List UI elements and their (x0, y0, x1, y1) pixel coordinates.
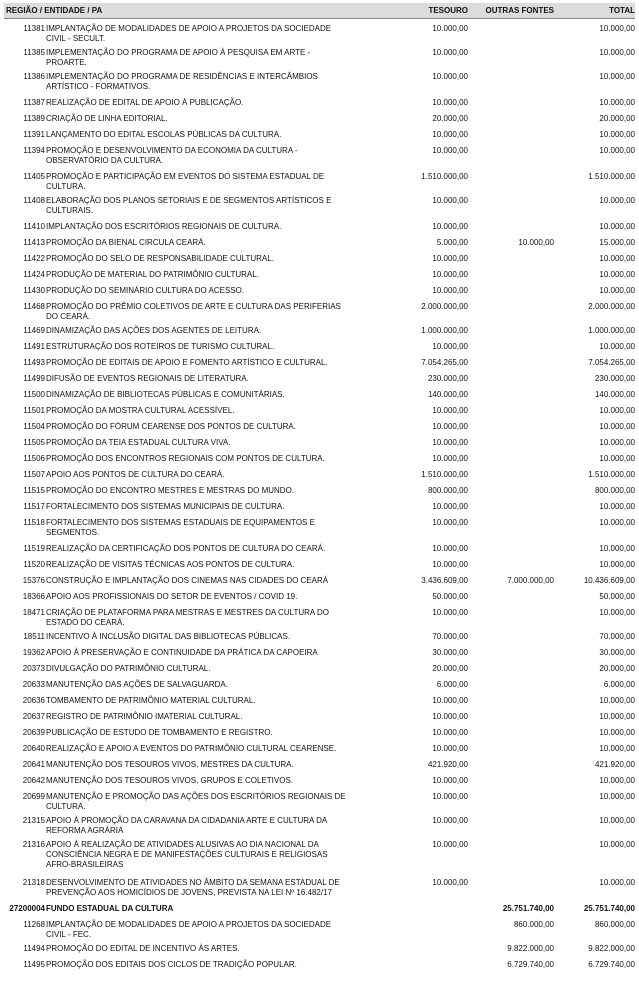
row-total: 10.000,00 (599, 422, 635, 431)
row-tesouro: 10.000,00 (432, 270, 468, 279)
header-regiao: REGIÃO / ENTIDADE / PA (6, 6, 103, 15)
row-tesouro: 10.000,00 (432, 222, 468, 231)
row-code: 11504 (23, 422, 45, 431)
row-description: ELABORAÇÃO DOS PLANOS SETORIAIS E DE SEGMENTOS ARTÍSTICOS E CULTURAIS. (46, 196, 332, 215)
row-description: REALIZAÇÃO E APOIO A EVENTOS DO PATRIMÔNIO CULTURAL CEARENSE. (46, 744, 337, 753)
row-outras-fontes: 7.000.000,00 (507, 576, 554, 585)
row-total: 30.000,00 (599, 648, 635, 657)
row-code: 20636 (22, 696, 45, 705)
row-outras-fontes: 6.729.740,00 (507, 960, 554, 969)
row-tesouro: 70.000,00 (432, 632, 468, 641)
row-tesouro: 3.436.609,00 (421, 576, 468, 585)
row-code: 20640 (22, 744, 45, 753)
row-code: 11469 (23, 326, 45, 335)
row-tesouro: 10.000,00 (432, 840, 468, 849)
row-description: LANÇAMENTO DO EDITAL ESCOLAS PÚBLICAS DA CULTURA. (46, 130, 282, 139)
row-tesouro: 10.000,00 (432, 24, 468, 33)
row-total: 10.000,00 (599, 72, 635, 81)
row-tesouro: 10.000,00 (432, 438, 468, 447)
row-total: 10.000,00 (599, 776, 635, 785)
row-description: IMPLEMENTAÇÃO DO PROGRAMA DE RESIDÊNCIAS E INTERCÂMBIOS ARTÍSTICO - FORMATIVOS. (46, 72, 318, 91)
row-code: 11386 (23, 72, 45, 81)
row-tesouro: 10.000,00 (432, 286, 468, 295)
row-tesouro: 10.000,00 (432, 608, 468, 617)
header-total: TOTAL (609, 6, 635, 15)
row-total: 9.822.000,00 (588, 944, 635, 953)
row-code: 11506 (23, 454, 45, 463)
row-code: 11505 (23, 438, 45, 447)
row-total: 10.000,00 (599, 270, 635, 279)
row-description: MANUTENÇÃO DOS TESOUROS VIVOS, MESTRES DA CULTURA. (46, 760, 294, 769)
row-tesouro: 10.000,00 (432, 878, 468, 887)
row-code: 11422 (23, 254, 45, 263)
row-tesouro: 10.000,00 (432, 816, 468, 825)
row-code: 11491 (23, 342, 45, 351)
row-total: 10.000,00 (599, 744, 635, 753)
row-total: 800.000,00 (594, 486, 635, 495)
row-description: DIVULGAÇÃO DO PATRIMÔNIO CULTURAL. (46, 664, 211, 673)
row-code: 20639 (22, 728, 45, 737)
row-code: 21316 (22, 840, 45, 849)
row-description: PROMOÇÃO DO FÓRUM CEARENSE DOS PONTOS DE CULTURA. (46, 422, 296, 431)
row-tesouro: 20.000,00 (432, 114, 468, 123)
row-total: 2.000.000,00 (588, 302, 635, 311)
row-total: 10.000,00 (599, 98, 635, 107)
row-outras-fontes: 860.000,00 (513, 920, 554, 929)
row-total: 10.000,00 (599, 130, 635, 139)
row-description: MANUTENÇÃO E PROMOÇÃO DAS AÇÕES DOS ESCRITÓRIOS REGIONAIS DE CULTURA. (46, 792, 346, 811)
row-code: 11501 (23, 406, 45, 415)
row-description: APOIO À PRESERVAÇÃO E CONTINUIDADE DA PRÁTICA DA CAPOEIRA (46, 648, 318, 657)
row-description: MANUTENÇÃO DOS TESOUROS VIVOS, GRUPOS E COLETIVOS. (46, 776, 294, 785)
row-code: 11515 (23, 486, 45, 495)
row-tesouro: 10.000,00 (432, 406, 468, 415)
row-tesouro: 10.000,00 (432, 146, 468, 155)
row-tesouro: 10.000,00 (432, 196, 468, 205)
row-total: 50.000,00 (599, 592, 635, 601)
row-total: 10.000,00 (599, 696, 635, 705)
row-outras-fontes: 10.000,00 (518, 238, 554, 247)
row-code: 20373 (22, 664, 45, 673)
row-total: 6.729.740,00 (588, 960, 635, 969)
row-description: DINAMIZAÇÃO DE BIBLIOTECAS PÚBLICAS E COMUNITÁRIAS. (46, 390, 285, 399)
row-description: IMPLANTAÇÃO DOS ESCRITÓRIOS REGIONAIS DE CULTURA. (46, 222, 282, 231)
row-tesouro: 10.000,00 (432, 98, 468, 107)
row-description: APOIO AOS PROFISSIONAIS DO SETOR DE EVENTOS / COVID 19. (46, 592, 298, 601)
row-tesouro: 10.000,00 (432, 72, 468, 81)
row-description: CRIAÇÃO DE PLATAFORMA PARA MESTRAS E MESTRES DA CULTURA DO ESTADO DO CEARÁ. (46, 608, 330, 627)
row-description: PROMOÇÃO DOS EDITAIS DOS CICLOS DE TRADIÇÃO POPULAR. (46, 960, 297, 969)
row-code: 19362 (22, 648, 45, 657)
row-description: APOIO AOS PONTOS DE CULTURA DO CEARÁ. (46, 470, 225, 479)
row-total: 10.000,00 (599, 816, 635, 825)
row-total: 10.000,00 (599, 342, 635, 351)
row-tesouro: 10.000,00 (432, 776, 468, 785)
row-code: 11413 (23, 238, 45, 247)
row-tesouro: 1.000.000,00 (421, 326, 468, 335)
row-description: CONSTRUÇÃO E IMPLANTAÇÃO DOS CINEMAS NAS CIDADES DO CEARÁ (46, 576, 329, 585)
row-code: 11394 (23, 146, 45, 155)
row-tesouro: 10.000,00 (432, 728, 468, 737)
row-total: 70.000,00 (599, 632, 635, 641)
row-total: 10.000,00 (599, 438, 635, 447)
row-total: 20.000,00 (599, 664, 635, 673)
row-total: 10.000,00 (599, 518, 635, 527)
row-code: 11517 (23, 502, 45, 511)
row-description: FORTALECIMENTO DOS SISTEMAS ESTADUAIS DE EQUIPAMENTOS E SEGMENTOS. (46, 518, 315, 537)
row-tesouro: 10.000,00 (432, 454, 468, 463)
table-header (4, 3, 635, 19)
row-total: 10.000,00 (599, 286, 635, 295)
row-code: 27200004 (9, 904, 45, 913)
row-code: 21318 (22, 878, 45, 887)
row-total: 10.000,00 (599, 254, 635, 263)
row-code: 11410 (23, 222, 45, 231)
row-code: 18366 (22, 592, 45, 601)
row-total: 15.000,00 (599, 238, 635, 247)
row-total: 10.000,00 (599, 792, 635, 801)
row-code: 20699 (22, 792, 45, 801)
row-code: 20641 (22, 760, 45, 769)
row-code: 11387 (23, 98, 45, 107)
row-total: 860.000,00 (594, 920, 635, 929)
row-tesouro: 6.000,00 (436, 680, 468, 689)
row-code: 11381 (23, 24, 45, 33)
row-tesouro: 10.000,00 (432, 544, 468, 553)
row-description: PROMOÇÃO DO PRÊMIO COLETIVOS DE ARTE E CULTURA DAS PERIFERIAS DO CEARÁ. (46, 302, 341, 321)
row-description: PROMOÇÃO DA BIENAL CIRCULA CEARÁ. (46, 238, 206, 247)
row-description: INCENTIVO À INCLUSÃO DIGITAL DAS BIBLIOTECAS PÚBLICAS. (46, 632, 291, 641)
row-code: 11424 (23, 270, 45, 279)
row-description: PROMOÇÃO DE EDITAIS DE APOIO E FOMENTO ARTÍSTICO E CULTURAL. (46, 358, 328, 367)
row-description: APOIO À PROMOÇÃO DA CARAVANA DA CIDADANIA ARTE E CULTURA DA REFORMA AGRÁRIA (46, 816, 327, 835)
row-tesouro: 230.000,00 (427, 374, 468, 383)
row-total: 230.000,00 (594, 374, 635, 383)
row-description: ESTRUTURAÇÃO DOS ROTEIROS DE TURISMO CULTURAL. (46, 342, 275, 351)
row-tesouro: 421.920,00 (427, 760, 468, 769)
row-total: 10.000,00 (599, 502, 635, 511)
row-code: 11507 (23, 470, 45, 479)
header-tesouro: TESOURO (428, 6, 468, 15)
row-total: 10.000,00 (599, 728, 635, 737)
row-code: 11389 (23, 114, 45, 123)
row-description: REALIZAÇÃO DE EDITAL DE APOIO À PUBLICAÇÃO. (46, 98, 244, 107)
row-total: 10.000,00 (599, 406, 635, 415)
row-description: PROMOÇÃO DO SELO DE RESPONSABILIDADE CULTURAL. (46, 254, 274, 263)
row-total: 6.000,00 (603, 680, 635, 689)
row-total: 10.000,00 (599, 878, 635, 887)
row-tesouro: 10.000,00 (432, 422, 468, 431)
row-tesouro: 10.000,00 (432, 48, 468, 57)
row-total: 10.000,00 (599, 608, 635, 617)
row-outras-fontes: 25.751.740,00 (502, 904, 554, 913)
row-tesouro: 1.510.000,00 (421, 470, 468, 479)
row-code: 11500 (23, 390, 45, 399)
row-code: 11519 (23, 544, 45, 553)
row-total: 1.510.000,00 (588, 172, 635, 181)
row-tesouro: 10.000,00 (432, 518, 468, 527)
row-code: 11405 (23, 172, 45, 181)
row-code: 11385 (23, 48, 45, 57)
row-description: REALIZAÇÃO DE VISITAS TÉCNICAS AOS PONTOS DE CULTURA. (46, 560, 295, 569)
row-tesouro: 2.000.000,00 (421, 302, 468, 311)
row-description: PUBLICAÇÃO DE ESTUDO DE TOMBAMENTO E REGISTRO. (46, 728, 273, 737)
row-total: 10.000,00 (599, 712, 635, 721)
row-description: PROMOÇÃO DO EDITAL DE INCENTIVO ÀS ARTES. (46, 944, 240, 953)
row-description: FORTALECIMENTO DOS SISTEMAS MUNICIPAIS DE CULTURA. (46, 502, 285, 511)
row-description: DINAMIZAÇÃO DAS AÇÕES DOS AGENTES DE LEITURA. (46, 326, 262, 335)
row-code: 11493 (23, 358, 45, 367)
row-total: 10.000,00 (599, 840, 635, 849)
row-tesouro: 10.000,00 (432, 744, 468, 753)
row-total: 10.000,00 (599, 222, 635, 231)
row-code: 20642 (22, 776, 45, 785)
row-description: PROMOÇÃO DA MOSTRA CULTURAL ACESSÍVEL. (46, 406, 235, 415)
row-tesouro: 10.000,00 (432, 696, 468, 705)
header-outras-fontes: OUTRAS FONTES (485, 6, 554, 15)
row-tesouro: 10.000,00 (432, 130, 468, 139)
row-description: IMPLEMENTAÇÃO DO PROGRAMA DE APOIO À PESQUISA EM ARTE - PROARTE. (46, 48, 311, 67)
row-description: DESENVOLVIMENTO DE ATIVIDADES NO ÂMBITO DA SEMANA ESTADUAL DE PREVENÇÃO AOS HOMICÍDIOS DE JOVENS, PREVISTA NA LEI Nº 16.482/17 (46, 878, 340, 897)
row-code: 18511 (23, 632, 45, 641)
row-description: PROMOÇÃO E DESENVOLVIMENTO DA ECONOMIA DA CULTURA - OBSERVATÓRIO DA CULTURA. (46, 146, 298, 165)
row-total: 1.000.000,00 (588, 326, 635, 335)
row-code: 11268 (23, 920, 45, 929)
row-total: 25.751.740,00 (583, 904, 635, 913)
row-tesouro: 140.000,00 (427, 390, 468, 399)
row-description: REGISTRO DE PATRIMÔNIO IMATERIAL CULTURAL. (46, 712, 243, 721)
row-total: 7.054.265,00 (588, 358, 635, 367)
row-tesouro: 30.000,00 (432, 648, 468, 657)
row-description: PROMOÇÃO DO ENCONTRO MESTRES E MESTRAS DO MUNDO. (46, 486, 295, 495)
row-code: 18471 (22, 608, 45, 617)
row-description: PRODUÇÃO DO SEMINÁRIO CULTURA DO ACESSO. (46, 286, 245, 295)
row-tesouro: 7.054.265,00 (421, 358, 468, 367)
row-code: 20637 (22, 712, 45, 721)
row-tesouro: 10.000,00 (432, 560, 468, 569)
row-tesouro: 10.000,00 (432, 502, 468, 511)
row-description: REALIZAÇÃO DA CERTIFICAÇÃO DOS PONTOS DE CULTURA DO CEARÁ. (46, 544, 326, 553)
row-description: DIFUSÃO DE EVENTOS REGIONAIS DE LITERATURA. (46, 374, 249, 383)
row-description: PROMOÇÃO DA TEIA ESTADUAL CULTURA VIVA. (46, 438, 231, 447)
row-tesouro: 1.510.000,00 (421, 172, 468, 181)
row-code: 11430 (23, 286, 45, 295)
row-total: 10.000,00 (599, 146, 635, 155)
row-code: 11391 (23, 130, 45, 139)
row-total: 10.436.609,00 (583, 576, 635, 585)
row-total: 20.000,00 (599, 114, 635, 123)
row-outras-fontes: 9.822.000,00 (507, 944, 554, 953)
row-total: 1.510.000,00 (588, 470, 635, 479)
row-total: 10.000,00 (599, 24, 635, 33)
row-code: 20633 (22, 680, 45, 689)
row-total: 10.000,00 (599, 560, 635, 569)
row-description: PROMOÇÃO E PARTICIPAÇÃO EM EVENTOS DO SISTEMA ESTADUAL DE CULTURA. (46, 172, 325, 191)
row-description: PROMOÇÃO DOS ENCONTROS REGIONAIS COM PONTOS DE CULTURA. (46, 454, 325, 463)
row-total: 10.000,00 (599, 196, 635, 205)
row-tesouro: 20.000,00 (432, 664, 468, 673)
row-description: CRIAÇÃO DE LINHA EDITORIAL. (46, 114, 168, 123)
row-code: 11520 (23, 560, 45, 569)
row-description: IMPLANTAÇÃO DE MODALIDADES DE APOIO A PROJETOS DA SOCIEDADE CIVIL - SECULT. (46, 24, 332, 43)
row-tesouro: 10.000,00 (432, 342, 468, 351)
row-code: 21315 (22, 816, 45, 825)
row-tesouro: 5.000,00 (436, 238, 468, 247)
row-total: 10.000,00 (599, 544, 635, 553)
row-code: 11499 (23, 374, 45, 383)
row-code: 11408 (23, 196, 45, 205)
row-code: 11495 (23, 960, 45, 969)
row-description: PRODUÇÃO DE MATERIAL DO PATRIMÔNIO CULTURAL. (46, 270, 259, 279)
row-description: TOMBAMENTO DE PATRIMÔNIO MATERIAL CULTURAL. (46, 696, 256, 705)
row-tesouro: 10.000,00 (432, 792, 468, 801)
row-description: APOIO À REALIZAÇÃO DE ATIVIDADES ALUSIVAS AO DIA NACIONAL DA CONSCIÊNCIA NEGRA E DE MANIFESTAÇÕES CULTURAIS E RELIGIOSAS AFRO-BRASILEIRAS (46, 840, 328, 869)
row-total: 10.000,00 (599, 454, 635, 463)
row-total: 140.000,00 (594, 390, 635, 399)
row-total: 421.920,00 (594, 760, 635, 769)
row-tesouro: 800.000,00 (427, 486, 468, 495)
row-code: 11518 (23, 518, 45, 527)
row-tesouro: 10.000,00 (432, 712, 468, 721)
row-description: IMPLANTAÇÃO DE MODALIDADES DE APOIO A PROJETOS DA SOCIEDADE CIVIL - FEC. (46, 920, 332, 939)
row-total: 10.000,00 (599, 48, 635, 57)
row-code: 11468 (23, 302, 45, 311)
row-description: FUNDO ESTADUAL DA CULTURA (46, 904, 174, 913)
row-code: 15376 (22, 576, 45, 585)
row-tesouro: 10.000,00 (432, 254, 468, 263)
row-code: 11494 (23, 944, 45, 953)
row-description: MANUTENÇÃO DAS AÇÕES DE SALVAGUARDA. (46, 680, 228, 689)
row-tesouro: 50.000,00 (432, 592, 468, 601)
